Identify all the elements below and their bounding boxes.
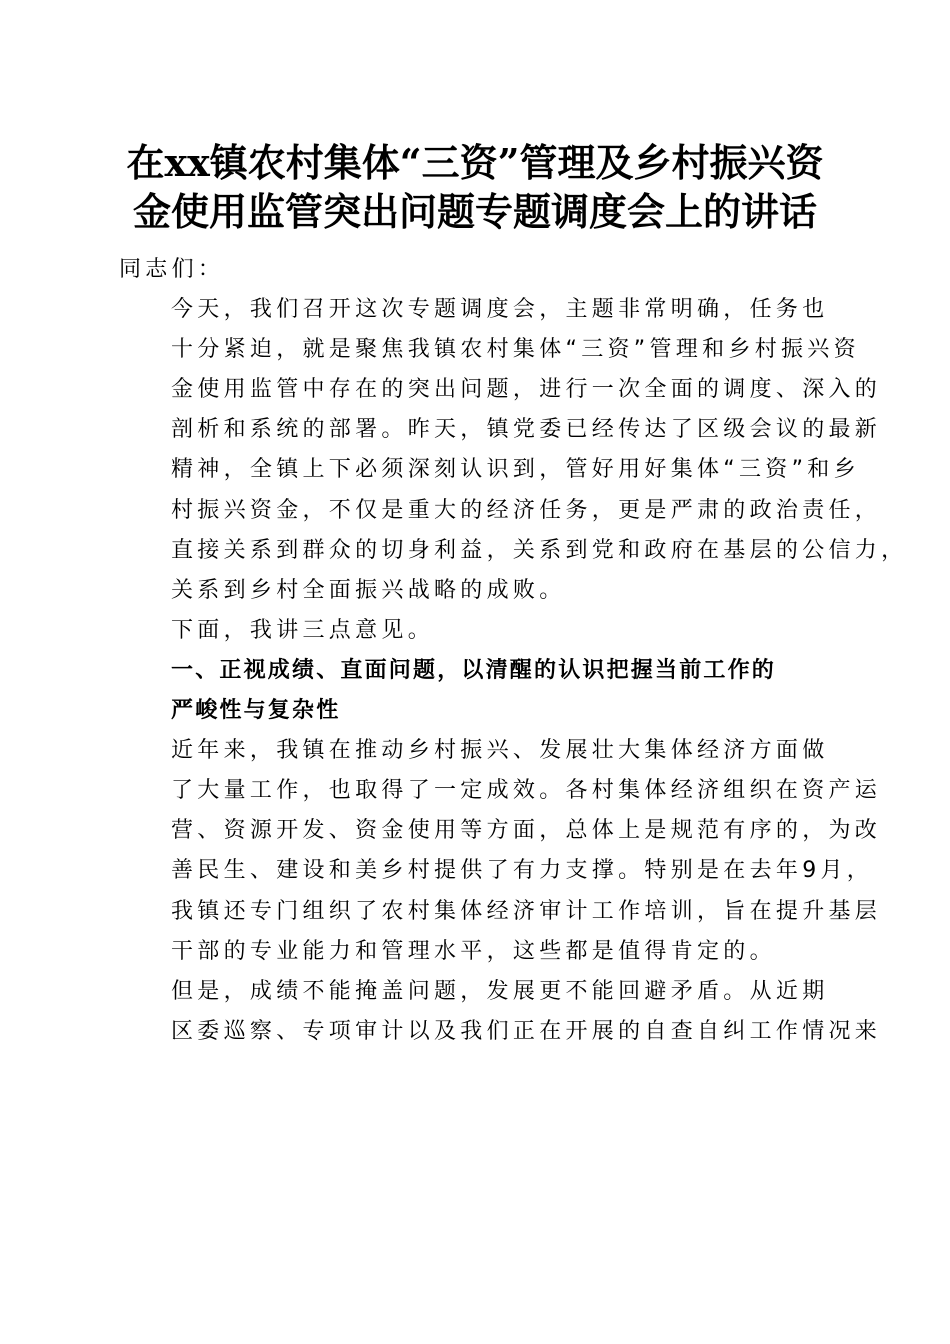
text-line: 但是，成绩不能掩盖问题，发展更不能回避矛盾。从近期	[171, 978, 829, 1004]
text-line: 剖析和系统的部署。昨天，镇党委已经传达了区级会议的最新	[171, 417, 882, 443]
problems-paragraph	[119, 972, 882, 1052]
text-line: 区委巡察、专项审计以及我们正在开展的自查自纠工作情况来	[171, 1018, 882, 1044]
title-line: 金使用监管突出问题专题调度会上的讲话	[132, 189, 817, 234]
title-line: 在xx镇农村集体“三资”管理及乡村振兴资	[126, 140, 824, 185]
text-line: 十分紧迫，就是聚焦我镇农村集体“三资”管理和乡村振兴资	[171, 337, 860, 363]
text-line: 精神，全镇上下必须深刻认识到，管好用好集体“三资”和乡	[171, 457, 860, 483]
text-line: 关系到乡村全面振兴战略的成败。	[171, 577, 566, 603]
document-body	[119, 250, 908, 1052]
text-line: 了大量工作，也取得了一定成效。各村集体经济组织在资产运	[171, 778, 882, 804]
heading-line: 严峻性与复杂性	[171, 698, 341, 724]
text-line: 我镇还专门组织了农村集体经济审计工作培训，旨在提升基层	[171, 898, 882, 924]
text-line: 营、资源开发、资金使用等方面，总体上是规范有序的，为改	[171, 818, 882, 844]
text-line: 今天，我们召开这次专题调度会，主题非常明确，任务也	[171, 297, 829, 323]
salutation: 同志们：	[119, 257, 225, 282]
text-line: 干部的专业能力和管理水平，这些都是值得肯定的。	[171, 938, 776, 964]
text-line: 金使用监管中存在的突出问题，进行一次全面的调度、深入的	[171, 377, 882, 403]
text-line: 善民生、建设和美乡村提供了有力支撑。特别是在去年9月，	[171, 858, 874, 884]
document-title	[100, 138, 850, 236]
achievements-paragraph	[119, 731, 882, 972]
outline-paragraph	[119, 611, 831, 651]
text-line: 下面，我讲三点意见。	[171, 617, 435, 643]
text-line: 直接关系到群众的切身利益，关系到党和政府在基层的公信力，	[171, 537, 908, 563]
text-line: 村振兴资金，不仅是重大的经济任务，更是严肃的政治责任，	[171, 497, 882, 523]
text-line: 近年来，我镇在推动乡村振兴、发展壮大集体经济方面做	[171, 738, 829, 764]
heading-line: 一、正视成绩、直面问题，以清醒的认识把握当前工作的	[171, 657, 777, 683]
intro-paragraph	[119, 290, 908, 611]
section-heading	[119, 651, 831, 731]
